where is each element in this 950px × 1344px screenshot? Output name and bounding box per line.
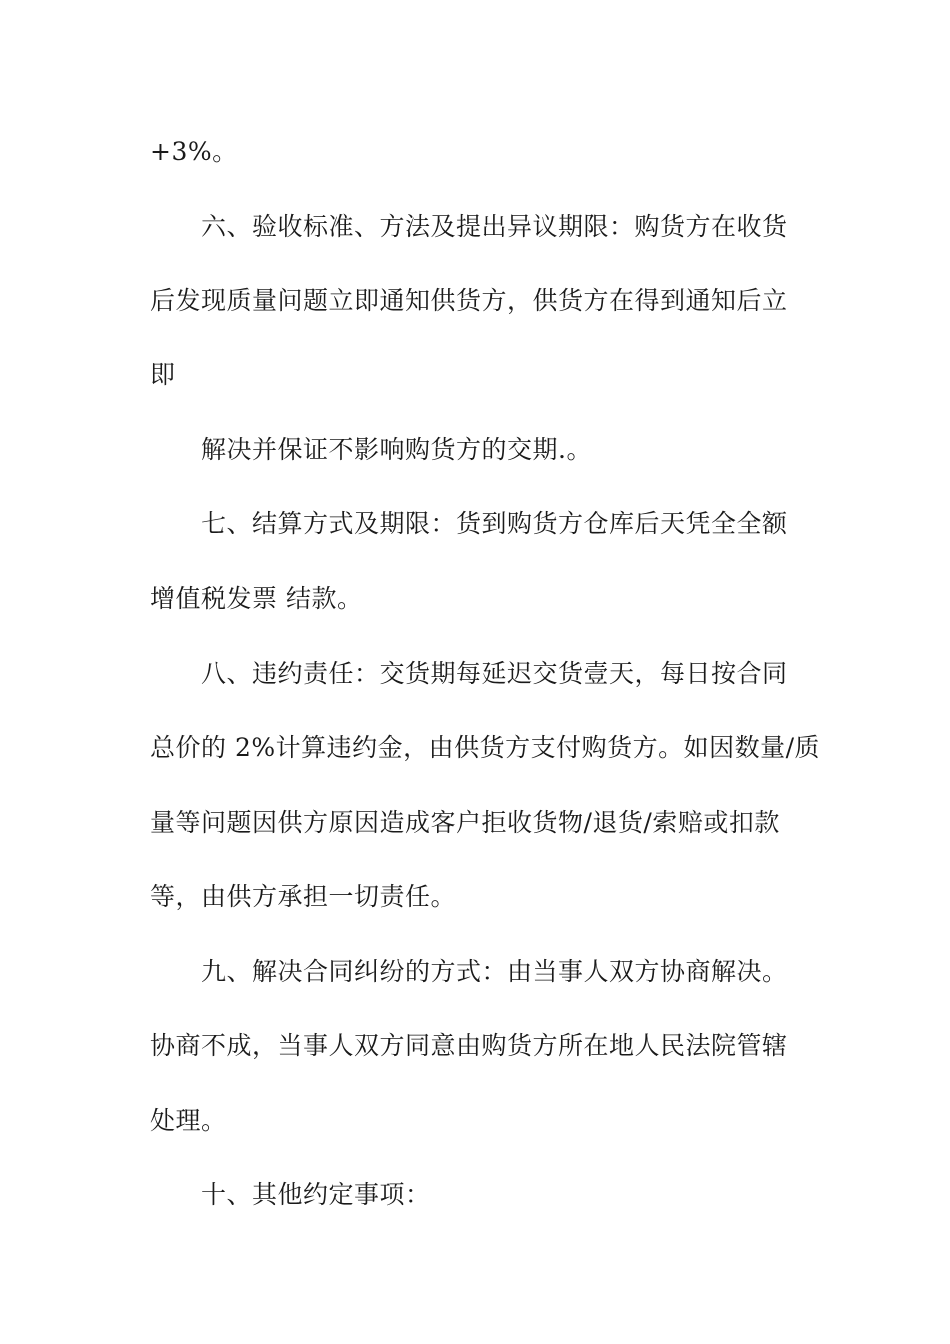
text-line-9: 总价的 2%计算违约金，由供货方支付购货方。如因数量/质 [150, 733, 821, 762]
text-line-11: 等，由供方承担一切责任。 [150, 882, 457, 911]
clause-9-heading: 九、解决合同纠纷的方式：由当事人双方协商解决。 [201, 957, 788, 986]
text-line-13: 协商不成，当事人双方同意由购货方所在地人民法院管辖 [150, 1031, 788, 1060]
text-line-14: 处理。 [150, 1106, 227, 1135]
text-line-10: 量等问题因供方原因造成客户拒收货物/退货/索赔或扣款 [150, 808, 780, 837]
text-line-1: +3%。 [150, 137, 238, 166]
text-line-5: 解决并保证不影响购货方的交期.。 [201, 435, 592, 464]
clause-8-heading: 八、违约责任：交货期每延迟交货壹天，每日按合同 [201, 659, 788, 688]
text-line-7: 增值税发票 结款。 [150, 584, 363, 613]
clause-7-heading: 七、结算方式及期限：货到购货方仓库后天凭全全额 [201, 509, 788, 538]
text-line-4: 即 [150, 360, 176, 389]
clause-10-heading: 十、其他约定事项： [201, 1180, 431, 1209]
clause-6-heading: 六、验收标准、方法及提出异议期限：购货方在收货 [201, 212, 788, 241]
text-line-3: 后发现质量问题立即通知供货方，供货方在得到通知后立 [150, 286, 788, 315]
